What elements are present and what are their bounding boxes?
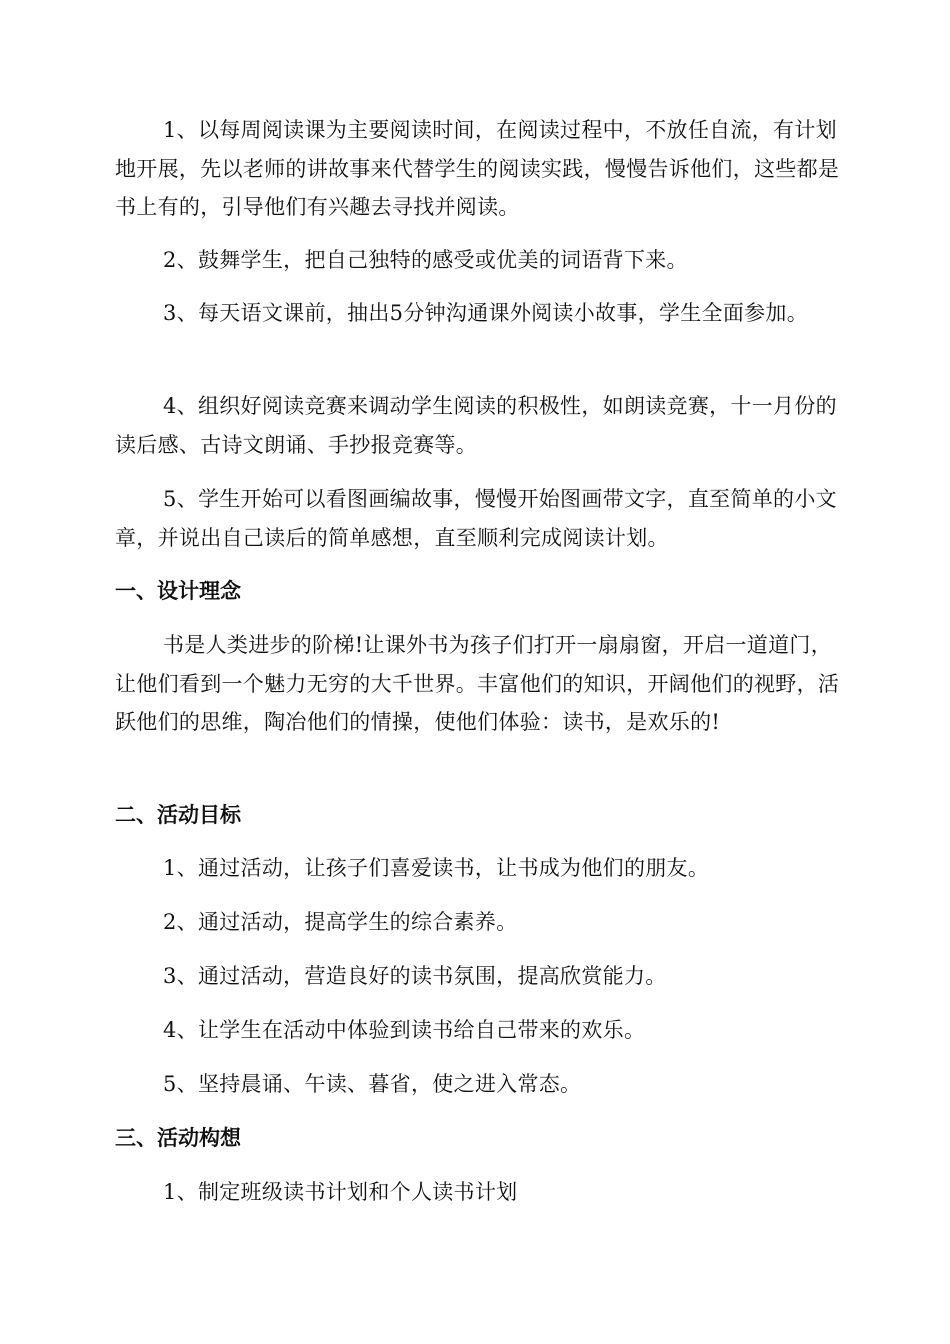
goal-item-4: 4、让学生在活动中体验到读书给自己带来的欢乐。 [163, 1018, 646, 1042]
section-heading-activity-goals: 二、活动目标 [115, 803, 241, 827]
section-heading-activity-plan: 三、活动构想 [115, 1126, 241, 1150]
intro-item-3: 3、每天语文课前，抽出5分钟沟通课外阅读小故事，学生全面参加。 [163, 301, 809, 325]
goal-item-1: 1、通过活动，让孩子们喜爱读书，让书成为他们的朋友。 [163, 856, 710, 880]
goal-item-2: 2、通过活动，提高学生的综合素养。 [163, 910, 518, 934]
section-body-design-concept: 书是人类进步的阶梯!让课外书为孩子们打开一扇扇窗，开启一道道门，让他们看到一个魅力无穷的大千世界。丰富他们的知识，开阔他们的视野，活跃他们的思维，陶冶他们的情操，使他们体验：读书，是欢乐的! [115, 633, 840, 734]
intro-item-2: 2、鼓舞学生，把自己独特的感受或优美的词语背下来。 [163, 248, 688, 272]
goal-item-5: 5、坚持晨诵、午读、暮省，使之进入常态。 [163, 1072, 582, 1096]
intro-item-5: 5、学生开始可以看图画编故事，慢慢开始图画带文字，直至简单的小文章，并说出自己读后的简单感想，直至顺利完成阅读计划。 [115, 487, 837, 550]
intro-item-4: 4、组织好阅读竞赛来调动学生阅读的积极性，如朗读竞赛，十一月份的读后感、古诗文朗诵、手抄报竞赛等。 [115, 394, 837, 457]
section-heading-design-concept: 一、设计理念 [115, 579, 241, 603]
intro-item-1: 1、以每周阅读课为主要阅读时间，在阅读过程中，不放任自流，有计划地开展，先以老师的讲故事来代替学生的阅读实践，慢慢告诉他们，这些都是书上有的，引导他们有兴趣去寻找并阅读。 [115, 118, 840, 219]
goal-item-3: 3、通过活动，营造良好的读书氛围，提高欣赏能力。 [163, 964, 667, 988]
plan-item-1: 1、制定班级读书计划和个人读书计划 [163, 1180, 518, 1204]
